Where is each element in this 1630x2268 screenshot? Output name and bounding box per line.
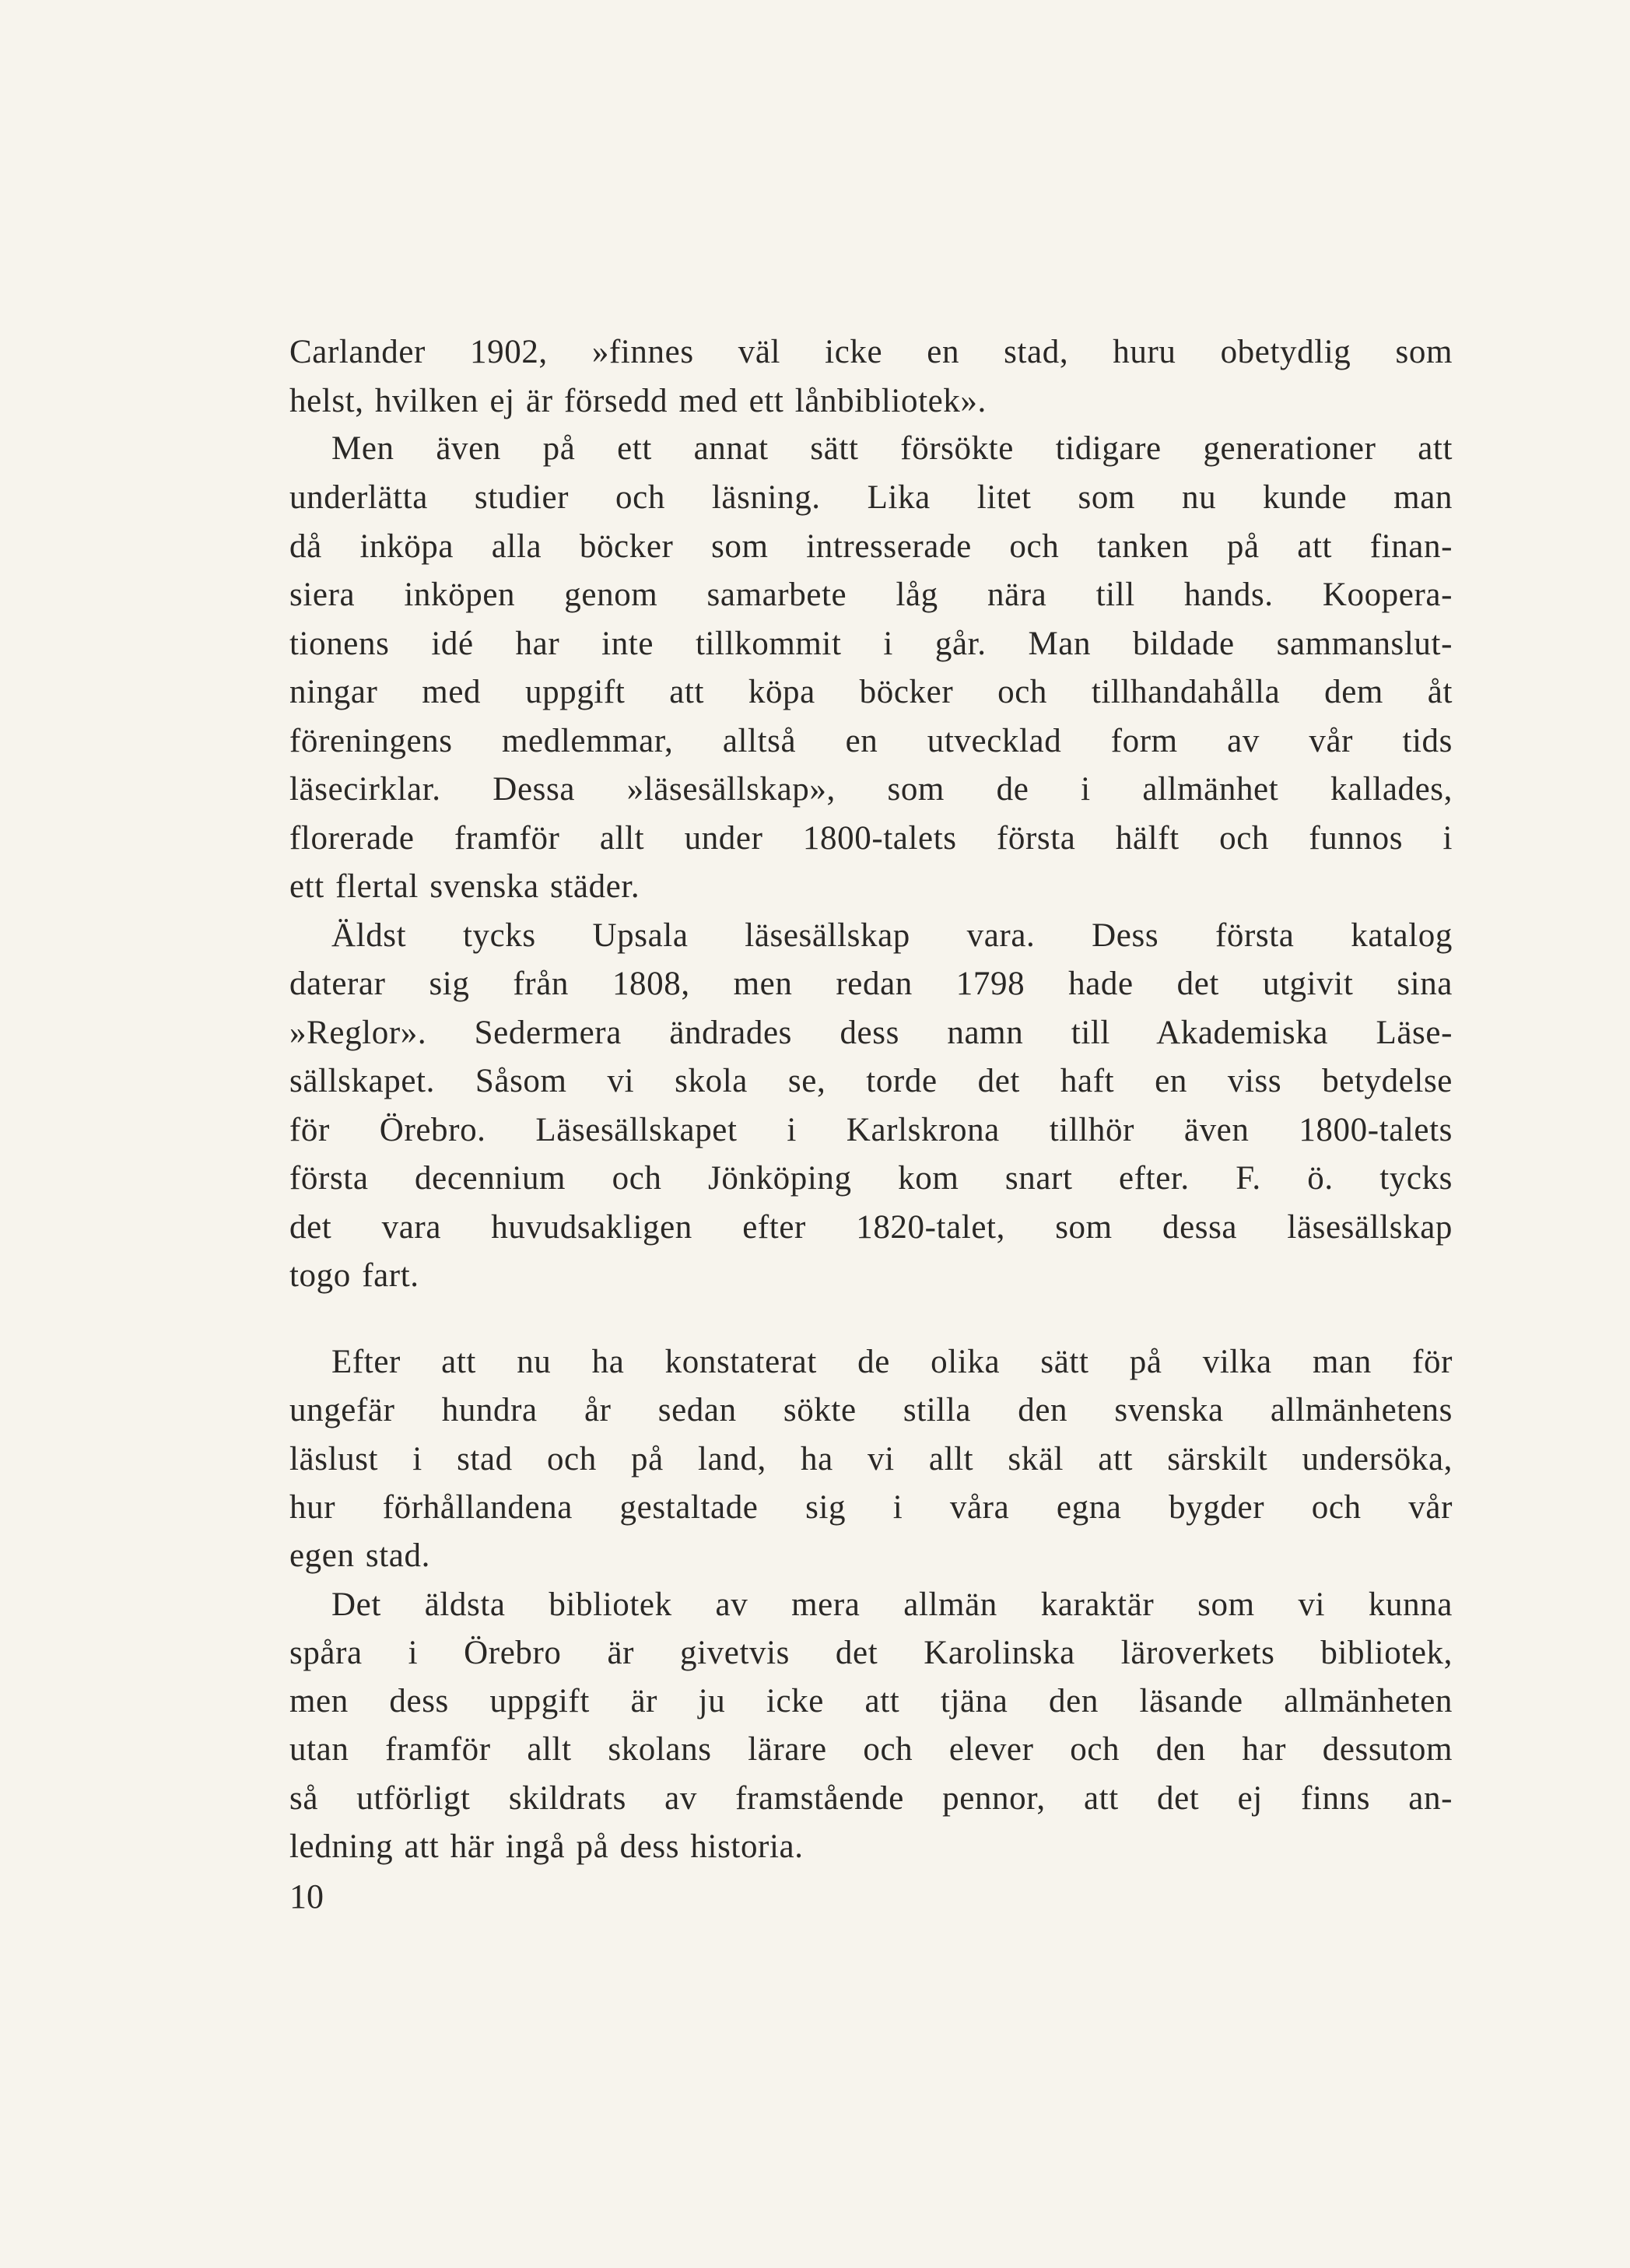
- text-line: spåra i Örebro är givetvis det Karolinska läroverkets bibliotek,: [289, 1635, 1453, 1671]
- text-line: men dess uppgift är ju icke att tjäna den läsande allmänheten: [289, 1683, 1453, 1719]
- text-line: Efter att nu ha konstaterat de olika sätt på vilka man för: [331, 1344, 1453, 1380]
- text-line: då inköpa alla böcker som intresserade och tanken på att finan-: [289, 528, 1453, 565]
- text-line: Det äldsta bibliotek av mera allmän karaktär som vi kunna: [331, 1586, 1453, 1623]
- text-line: läsecirklar. Dessa »läsesällskap», som de i allmänhet kallades,: [289, 771, 1453, 808]
- text-line: togo fart.: [289, 1257, 419, 1294]
- page-number: 10: [289, 1877, 324, 1916]
- text-line: första decennium och Jönköping kom snart efter. F. ö. tycks: [289, 1160, 1453, 1197]
- text-line: tionens idé har inte tillkommit i går. Man bildade sammanslut-: [289, 626, 1453, 662]
- text-line: ningar med uppgift att köpa böcker och tillhandahålla dem åt: [289, 674, 1453, 710]
- text-line: ungefär hundra år sedan sökte stilla den svenska allmänhetens: [289, 1392, 1453, 1428]
- text-line: hur förhållandena gestaltade sig i våra egna bygder och vår: [289, 1489, 1453, 1526]
- text-line: Äldst tycks Upsala läsesällskap vara. Dess första katalog: [331, 917, 1453, 954]
- text-line: för Örebro. Läsesällskapet i Karlskrona tillhör även 1800-talets: [289, 1112, 1453, 1148]
- text-line: läslust i stad och på land, ha vi allt skäl att särskilt undersöka,: [289, 1441, 1453, 1478]
- text-line: ledning att här ingå på dess historia.: [289, 1828, 804, 1865]
- text-line: Men även på ett annat sätt försökte tidigare generationer att: [331, 430, 1453, 467]
- body-text: [289, 0, 1453, 1867]
- text-line: utan framför allt skolans lärare och elever och den har dessutom: [289, 1731, 1453, 1768]
- text-line: egen stad.: [289, 1537, 430, 1574]
- text-line: underlätta studier och läsning. Lika litet som nu kunde man: [289, 479, 1453, 516]
- text-line: siera inköpen genom samarbete låg nära till hands. Koopera-: [289, 577, 1453, 613]
- text-line: helst, hvilken ej är försedd med ett lånbibliotek».: [289, 383, 987, 419]
- text-line: Carlander 1902, »finnes väl icke en stad, huru obetydlig som: [289, 334, 1453, 370]
- text-line: »Reglor». Sedermera ändrades dess namn till Akademiska Läse-: [289, 1015, 1453, 1051]
- text-line: daterar sig från 1808, men redan 1798 hade det utgivit sina: [289, 966, 1453, 1002]
- text-line: ett flertal svenska städer.: [289, 868, 640, 905]
- text-line: florerade framför allt under 1800-talets första hälft och funnos i: [289, 820, 1453, 857]
- text-line: föreningens medlemmar, alltså en utvecklad form av vår tids: [289, 723, 1453, 759]
- text-line: så utförligt skildrats av framstående pennor, att det ej finns an-: [289, 1780, 1453, 1817]
- text-line: sällskapet. Såsom vi skola se, torde det haft en viss betydelse: [289, 1063, 1453, 1099]
- text-line: det vara huvudsakligen efter 1820-talet, som dessa läsesällskap: [289, 1209, 1453, 1246]
